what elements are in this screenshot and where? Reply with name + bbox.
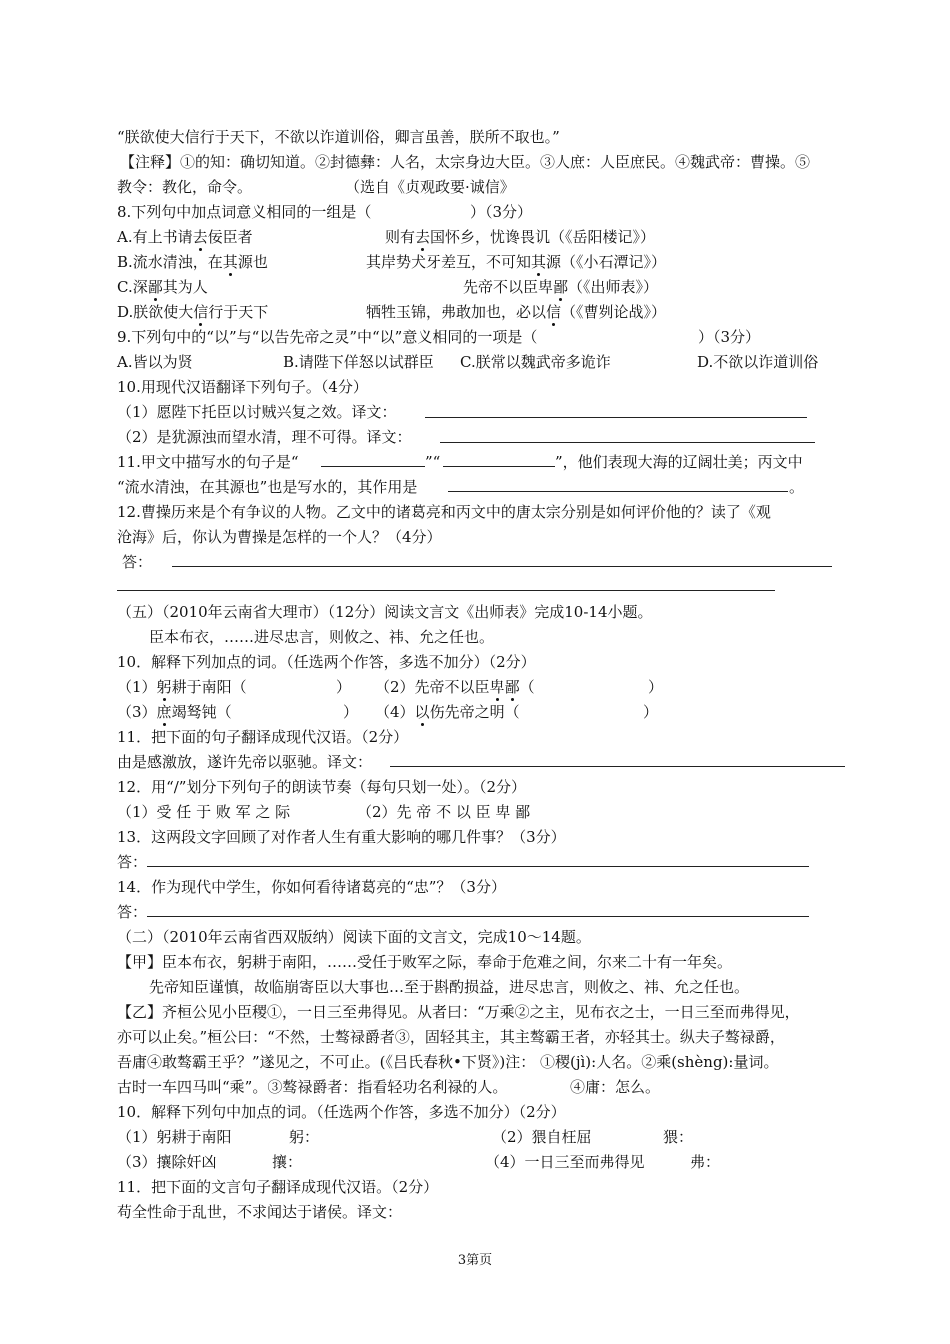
question-11-part-2: ”“ (425, 453, 441, 471)
answer-blank[interactable] (147, 916, 809, 917)
answer-blank[interactable] (425, 417, 807, 418)
question-11: 11．把下面的文言句子翻译成现代汉语。（2分） (117, 1178, 439, 1196)
question-11-period: 。 (789, 478, 805, 496)
text-line: “朕欲使大信行于天下，不欲以诈道训俗，卿言虽善，朕所不取也。” (117, 128, 560, 146)
section-heading: （二）（2010年云南省西双版纳）阅读下面的文言文，完成10～14题。 (117, 928, 591, 946)
dotted-char: 其 (222, 253, 238, 271)
word-item-4-label: 弗： (690, 1153, 721, 1171)
translation-prompt: 由是感激放，遂许先帝以驱驰。译文： (117, 753, 373, 771)
question-12-cont: 沧海》后，你认为曹操是怎样的一个人？（4分） (117, 528, 442, 546)
annotation-line: 教令：教化，命令。 (117, 178, 253, 196)
word-item-4: （4）以伤先帝之明（ (375, 703, 520, 721)
dotted-char: 鄙 (147, 278, 163, 296)
translation-item-2: （2）是犹源浊而望水清，理不可得。译文： (117, 428, 412, 446)
word-item-2: （2）猥自枉屈 (492, 1128, 592, 1146)
q9-option-a: A.皆以为贤 (117, 353, 193, 371)
word-item-1-close: ） (336, 678, 352, 696)
passage-jia: 【甲】臣本布衣，躬耕于南阳，……受任于败军之际，奉命于危难之间，尔来二十有一年矣。 (117, 953, 733, 971)
word-item-4: （4）一日三至而弗得见 (485, 1153, 645, 1171)
word-item-1-label: 躬： (289, 1128, 320, 1146)
option-c-right: 先帝不以臣卑鄙（《出师表》） (463, 278, 659, 296)
dotted-char: 卑 (489, 678, 505, 696)
passage-yi-cont: 亦可以止矣。”桓公曰：“不然，士骜禄爵者③，固轻其主，其主骜霸王者，亦轻其士。纵夫子骜禄爵， (117, 1028, 785, 1046)
option-b-left: B.流水清浊，在其源也 (117, 253, 268, 271)
question-12: 12.曹操历来是个有争议的人物。乙文中的诸葛亮和丙文中的唐太宗分别是如何评价他的？读了《观 (117, 503, 771, 521)
answer-label: 答： (117, 903, 148, 921)
question-11: 11．把下面的句子翻译成现代汉语。（2分） (117, 728, 409, 746)
dotted-char: 以 (414, 703, 430, 721)
passage-line: 臣本布衣，……进尽忠言，则攸之、祎、允之任也。 (149, 628, 495, 646)
question-11-part-4: “流水清浊，在其源也”也是写水的，其作用是 (117, 478, 418, 496)
annotation-line: 【注释】①的知：确切知道。②封德彝：人名，太宗身边大臣。③人庶：人臣庶民。④魏武帝：曹操。⑤ (120, 153, 811, 171)
option-a-right: 则有去国怀乡，忧谗畏讥（《岳阳楼记》） (385, 228, 656, 246)
option-d-left: D.朕欲使大信行于天下 (117, 303, 269, 321)
page-label: 第页 (466, 1253, 493, 1268)
question-13: 13．这两段文字回顾了对作者人生有重大影响的哪几件事？（3分） (117, 828, 566, 846)
answer-blank[interactable] (117, 590, 775, 591)
option-a-left: A.有上书请去佞臣者 (117, 228, 253, 246)
passage-note: 古时一车四马叫“乘”。③骜禄爵者：指看轻功名利禄的人。 (117, 1078, 508, 1096)
answer-blank[interactable] (321, 466, 425, 467)
question-8: 8.下列句中加点词意义相同的一组是（ (117, 203, 372, 221)
question-12: 12．用“/”划分下列句子的朗读节奏（每句只划一处）。（2分） (117, 778, 527, 796)
dotted-char: 去 (192, 228, 208, 246)
answer-label: 答： (117, 853, 148, 871)
option-c-left: C.深鄙其为人 (117, 278, 208, 296)
option-d-right: 牺牲玉锦，弗敢加也，必以信（《曹刿论战》） (366, 303, 667, 321)
word-item-3-label: 攘： (272, 1153, 303, 1171)
word-item-2-close: ） (648, 678, 664, 696)
rhythm-item-2: （2）先 帝 不 以 臣 卑 鄙 (357, 803, 531, 821)
dotted-char: 躬 (156, 678, 172, 696)
question-10: 10.用现代汉语翻译下列句子。（4分） (117, 378, 368, 396)
dotted-char: 庶 (156, 703, 172, 721)
passage-yi: 【乙】齐桓公见小臣稷①，一日三至弗得见。从者曰：“万乘②之主，见布衣之士，一日三至而弗得见， (117, 1003, 800, 1021)
question-10: 10．解释下列句中加点的词。（任选两个作答，多选不加分）（2分） (117, 1103, 566, 1121)
word-item-3: （3）庶竭驽钝（ (117, 703, 232, 721)
word-item-1: （1）躬耕于南阳（ (117, 678, 247, 696)
word-item-4-close: ） (643, 703, 659, 721)
question-14: 14．作为现代中学生，你如何看待诸葛亮的“忠”？（3分） (117, 878, 506, 896)
question-9-score: ）（3分） (698, 328, 761, 346)
source-citation: （选自《贞观政要·诚信》 (345, 178, 515, 196)
dotted-char: 去 (415, 228, 431, 246)
passage-yi-cont: 吾庸④敢骜霸王乎？”遂见之，不可止。(《吕氏春秋•下贤》)注： ①稷(jì):人名。②乘(shèng):量词。 (117, 1053, 779, 1071)
dotted-char: 鄙 (504, 678, 520, 696)
option-b-right: 其岸势犬牙差互，不可知其源（《小石潭记》） (366, 253, 667, 271)
passage-note: ④庸：怎么。 (570, 1078, 661, 1096)
page-number: 3 (457, 1253, 467, 1268)
word-item-3: （3）攘除奸凶 (117, 1153, 217, 1171)
section-heading: （五）（2010年云南省大理市）（12分）阅读文言文《出师表》完成10-14小题。 (117, 603, 653, 621)
q9-option-d: D.不欲以诈道训俗 (697, 353, 819, 371)
question-8-score: ）（3分） (470, 203, 533, 221)
answer-blank[interactable] (443, 466, 555, 467)
question-10: 10．解释下列加点的词。（任选两个作答，多选不加分）（2分） (117, 653, 536, 671)
passage-jia-cont: 先帝知臣谨慎，故临崩寄臣以大事也…至于斟酌损益，进尽忠言，则攸之、祎、允之任也。 (149, 978, 750, 996)
answer-blank[interactable] (440, 442, 815, 443)
answer-blank[interactable] (448, 491, 788, 492)
answer-blank[interactable] (390, 766, 845, 767)
dotted-char: 其 (531, 253, 547, 271)
translation-prompt: 苟全性命于乱世，不求闻达于诸侯。译文： (117, 1203, 403, 1221)
question-9: 9.下列句中的“以”与“以告先帝之灵”中“以”意义相同的一项是（ (117, 328, 538, 346)
word-item-2: （2）先帝不以臣卑鄙（ (375, 678, 535, 696)
q9-option-b: B.请陛下佯怒以试群臣 (283, 353, 434, 371)
answer-blank[interactable] (147, 866, 809, 867)
page-footer (0, 1253, 950, 1269)
dotted-char: 信 (546, 303, 562, 321)
word-item-3-close: ） (343, 703, 359, 721)
q9-option-c: C.朕常以魏武帝多诡诈 (460, 353, 611, 371)
translation-item-1: （1）愿陛下托臣以讨贼兴复之效。译文： (117, 403, 397, 421)
answer-blank[interactable] (172, 566, 832, 567)
answer-label: 答： (122, 553, 153, 571)
dotted-char: 鄙 (553, 278, 569, 296)
dotted-char: 信 (193, 303, 209, 321)
rhythm-item-1: （1）受 任 于 败 军 之 际 (117, 803, 291, 821)
word-item-1: （1）躬耕于南阳 (117, 1128, 232, 1146)
word-item-2-label: 猥： (663, 1128, 694, 1146)
question-11-part-3: ”，他们表现大海的辽阔壮美；丙文中 (555, 453, 803, 471)
question-11-part-1: 11.甲文中描写水的句子是“ (117, 453, 299, 471)
